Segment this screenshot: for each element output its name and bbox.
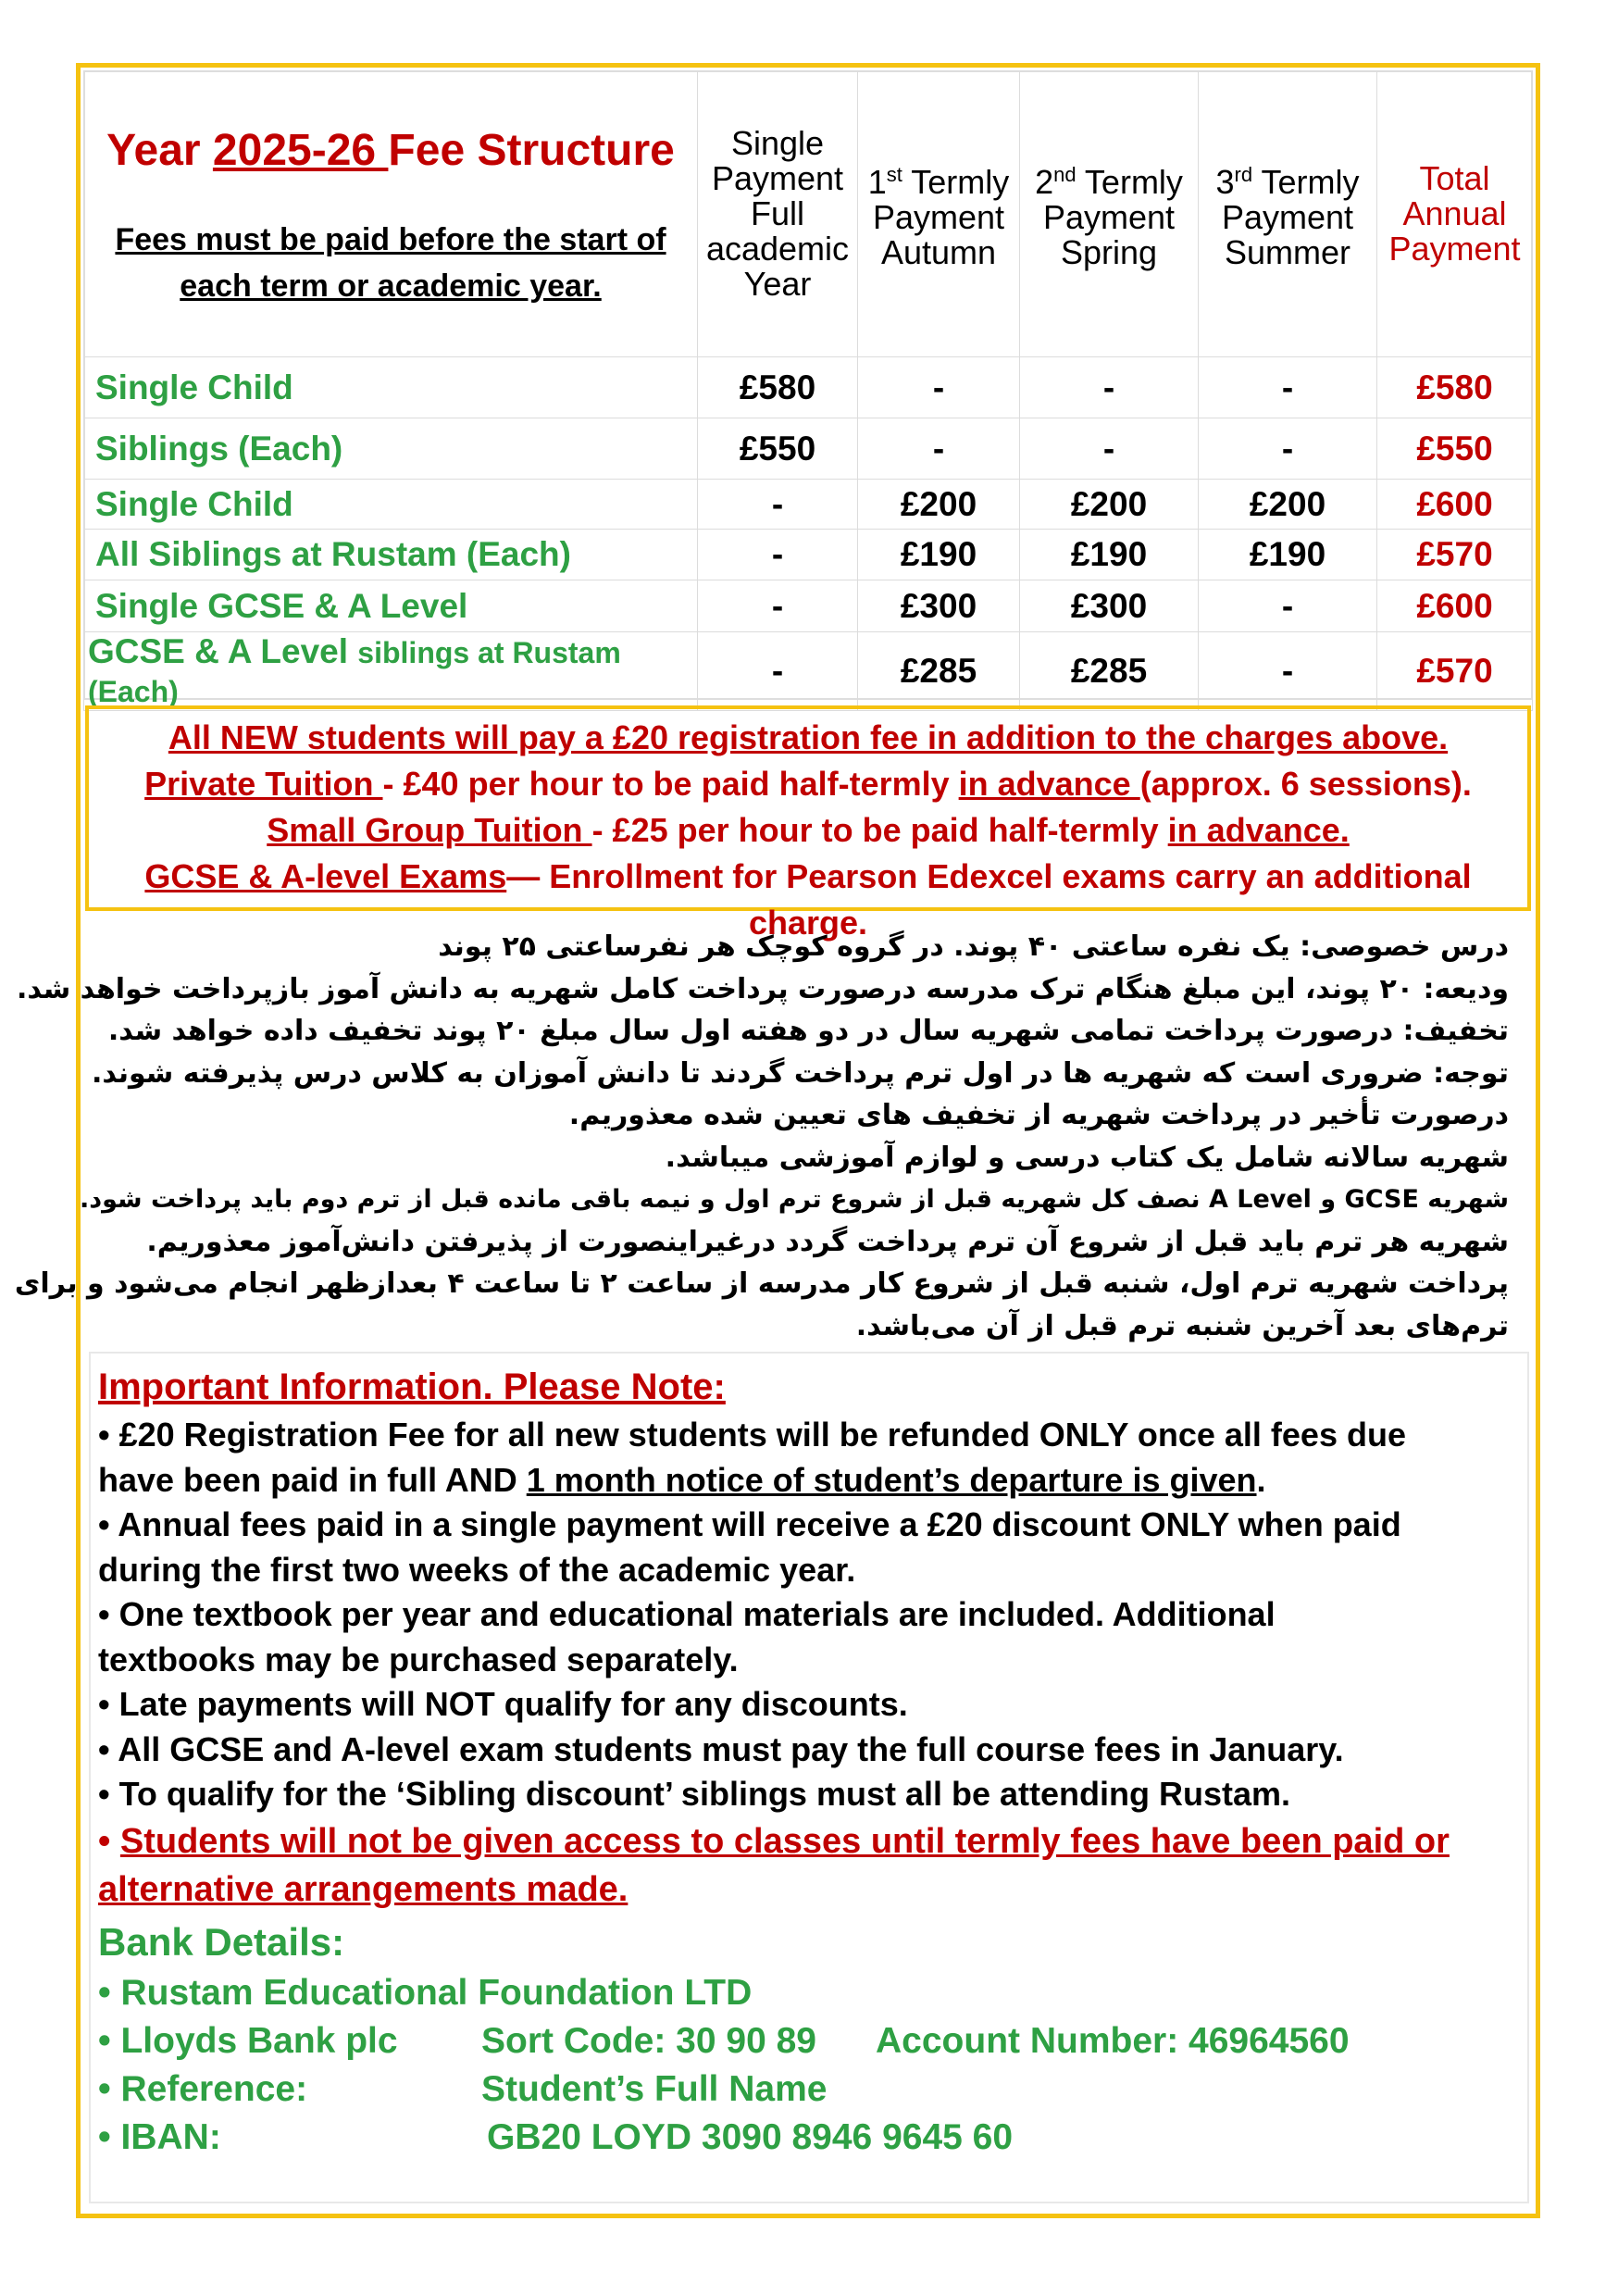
info-bullet: • £20 Registration Fee for all new students will be refunded ONLY once all fees due have been paid in full AND 1 month notice of student’s departure is given.	[98, 1416, 1406, 1499]
farsi-line: درس خصوصی: یک نفره ساعتی ۴۰ پوند. در گروه کوچک هر نفرساعتی ۲۵ پوند	[438, 930, 1509, 963]
private-tuition-notice: Private Tuition - £40 per hour to be paid half-termly in advance (approx. 6 sessions).	[144, 765, 1472, 803]
reference-label: • Reference:	[98, 2068, 308, 2109]
farsi-line: پرداخت شهریه ترم اول، شنبه قبل از شروع کار مدرسه از ساعت ۲ تا ساعت ۴ بعدازظهر انجام می‌شود و برای	[14, 1267, 1509, 1300]
farsi-line: ترم‌های بعد آخرین شنبه ترم قبل از آن می‌باشد.	[855, 1309, 1509, 1342]
row-label: All Siblings at Rustam (Each)	[84, 530, 698, 580]
reference-value: Student’s Full Name	[481, 2068, 828, 2109]
farsi-line: تخفیف: درصورت پرداخت تمامی شهریه سال در دو هفته اول سال مبلغ ۲۰ پوند تخفیف داده خواهد شد.	[107, 1015, 1509, 1047]
single-payment-value: -	[698, 632, 858, 711]
exams-notice: GCSE & A-level Exams— Enrollment for Pearson Edexcel exams carry an additional charge.	[144, 857, 1472, 942]
bank-company: • Rustam Educational Foundation LTD	[98, 1972, 753, 2013]
table-row	[84, 480, 1533, 530]
row-label: Siblings (Each)	[84, 418, 698, 480]
term3-value: -	[1199, 580, 1377, 632]
important-information	[98, 1361, 1524, 2162]
total-value: £600	[1377, 580, 1533, 632]
total-value: £570	[1377, 530, 1533, 580]
info-bullet: • To qualify for the ‘Sibling discount’ siblings must all be attending Rustam.	[98, 1775, 1291, 1813]
account-number: Account Number: 46964560	[876, 2020, 1350, 2061]
term3-value: -	[1199, 357, 1377, 418]
bank-name: • Lloyds Bank plc	[98, 2020, 398, 2061]
row-label: Single Child	[84, 480, 698, 530]
term2-value: -	[1020, 418, 1199, 480]
farsi-line: درصورت تأخیر در پرداخت شهریه از تخفیف های تعیین شده معذوریم.	[568, 1099, 1509, 1131]
sort-code: Sort Code: 30 90 89	[481, 2020, 816, 2061]
total-value: £600	[1377, 480, 1533, 530]
term2-value: -	[1020, 357, 1199, 418]
farsi-line: شهریه GCSE و A Level نصف کل شهریه قبل از شروع ترم اول و نیمه باقی مانده قبل از ترم دوم باید پرداخت شود.	[79, 1185, 1509, 1214]
table-row	[84, 632, 1533, 711]
term3-value: -	[1199, 632, 1377, 711]
bank-iban-row	[98, 2114, 1524, 2162]
term1-value: £285	[858, 632, 1020, 711]
fees-notice-box	[85, 705, 1531, 942]
group-tuition-notice: Small Group Tuition - £25 per hour to be paid half-termly in advance.	[267, 811, 1350, 849]
farsi-line: شهریه سالانه شامل یک کتاب درسی و لوازم آموزشی میباشد.	[665, 1141, 1509, 1174]
row-label: GCSE & A Level siblings at Rustam (Each)	[84, 632, 698, 711]
info-bullet: • Late payments will NOT qualify for any discounts.	[98, 1685, 908, 1723]
bank-account-row	[98, 2017, 1524, 2065]
term2-value: £300	[1020, 580, 1199, 632]
farsi-notes	[14, 926, 1509, 1347]
info-bullet: • All GCSE and A-level exam students must pay the full course fees in January.	[98, 1729, 1344, 1768]
iban-value: GB20 LOYD 3090 8946 9645 60	[487, 2116, 1014, 2157]
term1-value: -	[858, 418, 1020, 480]
total-value: £550	[1377, 418, 1533, 480]
info-bullet: • One textbook per year and educational materials are included. Additional textbooks may be purchased separately.	[98, 1595, 1276, 1678]
single-payment-value: £580	[698, 357, 858, 418]
single-payment-value: -	[698, 580, 858, 632]
col-term2: 2nd Termly Payment Spring	[1020, 71, 1199, 357]
row-label: Single GCSE & A Level	[84, 580, 698, 632]
term1-value: £200	[858, 480, 1020, 530]
term3-value: £190	[1199, 530, 1377, 580]
table-row	[84, 418, 1533, 480]
table-row	[84, 580, 1533, 632]
page-subtitle: Fees must be paid before the start of each term or academic year.	[115, 221, 666, 304]
single-payment-value: -	[698, 530, 858, 580]
farsi-line: شهریه هر ترم باید قبل از شروع آن ترم پرداخت گردد درغیراینصورت از پذیرفتن دانش‌آموز معذوریم.	[146, 1225, 1509, 1258]
table-row	[84, 357, 1533, 418]
farsi-line: ودیعه: ۲۰ پوند، این مبلغ هنگام ترک مدرسه درصورت پرداخت کامل شهریه به دانش آموز بازپرداخت خواهد شد.	[16, 972, 1509, 1005]
single-payment-value: -	[698, 480, 858, 530]
col-term3: 3rd Termly Payment Summer	[1199, 71, 1377, 357]
term3-value: -	[1199, 418, 1377, 480]
term3-value: £200	[1199, 480, 1377, 530]
term1-value: -	[858, 357, 1020, 418]
access-warning: • Students will not be given access to classes until termly fees have been paid or alternative arrangements made.	[98, 1821, 1450, 1909]
col-term1: 1st Termly Payment Autumn	[858, 71, 1020, 357]
fee-title-cell	[84, 71, 698, 357]
table-header-row	[84, 71, 1533, 357]
farsi-line: توجه: ضروری است که شهریه ها در اول ترم پرداخت گردند تا دانش آموزان به کلاس درس پذیرفته شوند.	[92, 1056, 1509, 1090]
term1-value: £300	[858, 580, 1020, 632]
bank-details-heading: Bank Details:	[98, 1919, 345, 1964]
term1-value: £190	[858, 530, 1020, 580]
bank-reference-row	[98, 2065, 1524, 2114]
iban-label: • IBAN:	[98, 2116, 221, 2157]
term2-value: £190	[1020, 530, 1199, 580]
total-value: £570	[1377, 632, 1533, 711]
row-label: Single Child	[84, 357, 698, 418]
info-heading: Important Information. Please Note:	[98, 1366, 726, 1407]
registration-notice: All NEW students will pay a £20 registration fee in addition to the charges above.	[168, 718, 1449, 756]
col-single-payment: Single Payment Full academic Year	[698, 71, 858, 357]
term2-value: £285	[1020, 632, 1199, 711]
table-row	[84, 530, 1533, 580]
term2-value: £200	[1020, 480, 1199, 530]
page-title: Year 2025-26 Fee Structure	[106, 125, 675, 175]
col-total: Total Annual Payment	[1377, 71, 1533, 357]
info-bullet: • Annual fees paid in a single payment will receive a £20 discount ONLY when paid during the first two weeks of the academic year.	[98, 1505, 1401, 1589]
fee-table	[83, 70, 1533, 711]
total-value: £580	[1377, 357, 1533, 418]
single-payment-value: £550	[698, 418, 858, 480]
